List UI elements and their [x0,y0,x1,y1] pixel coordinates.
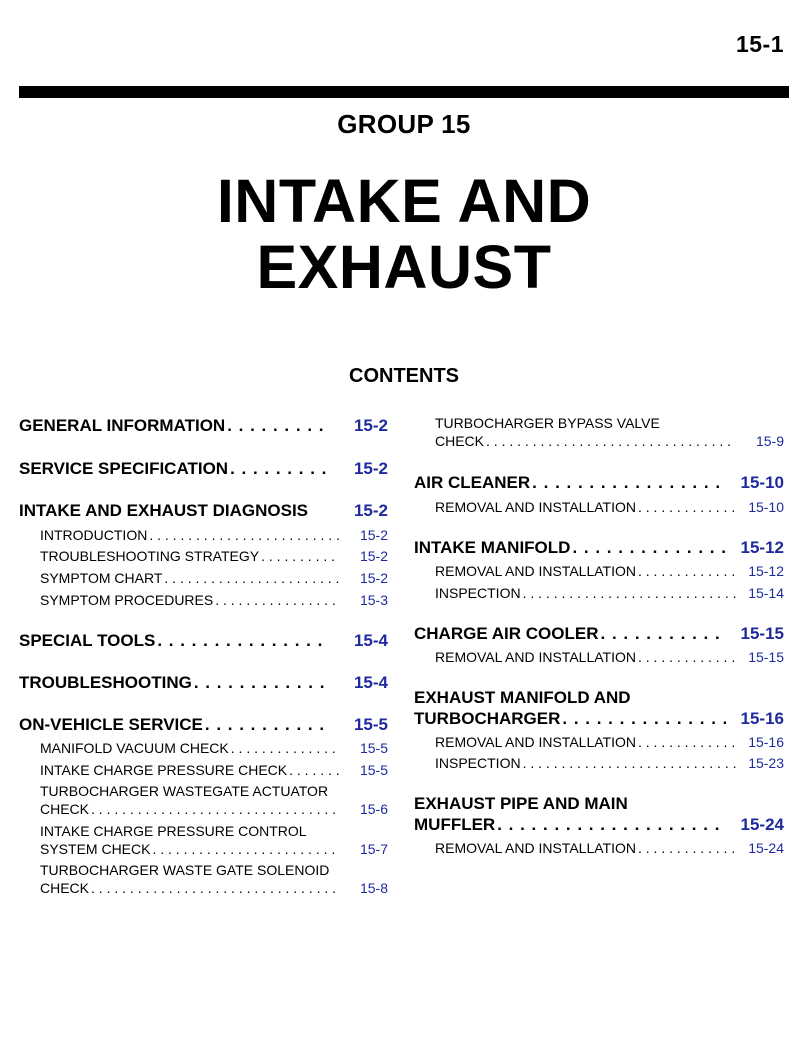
toc-leader [638,839,736,857]
toc-page-number: 15-15 [748,649,784,665]
toc-leader [205,714,330,735]
toc-leader [91,879,340,897]
toc-entry-intake-charge-pressure-check[interactable] [19,761,388,779]
group-label: GROUP 15 [337,109,471,139]
toc-entry-title: EXHAUST MANIFOLD AND [414,688,631,707]
toc-entry-title: AIR CLEANER [414,473,531,492]
toc-entry-title: CHARGE AIR COOLER [414,624,599,643]
toc-entry-intake-manifold[interactable] [414,537,784,558]
toc-entry-title: REMOVAL AND INSTALLATION [435,649,636,665]
toc-entry-title: SERVICE SPECIFICATION [19,459,229,478]
toc-page-number: 15-12 [740,538,784,557]
toc-page-number: 15-7 [359,841,388,857]
toc-entry-title: REMOVAL AND INSTALLATION [435,563,636,579]
toc-page-number: 15-24 [740,815,784,834]
toc-entry-air-cleaner[interactable] [414,472,784,493]
toc-leader [261,547,340,565]
toc-entry-service-specification[interactable] [19,458,388,479]
toc-entry-title: REMOVAL AND INSTALLATION [435,499,636,515]
toc-page-number: 15-15 [740,624,784,643]
title-line-1: INTAKE AND [216,167,592,235]
toc-entry-exhaust-pipe-removal[interactable] [414,839,784,857]
toc-entry-title: INTAKE AND EXHAUST DIAGNOSIS [19,501,309,520]
toc-entry-title: SYMPTOM CHART [40,570,163,586]
toc-entry-air-cleaner-removal[interactable] [414,498,784,516]
toc-page-number: 15-5 [359,740,388,756]
toc-entry-title: TURBOCHARGER WASTE GATE SOLENOID [40,862,330,878]
toc-entry-title-cont: MUFFLER [414,815,496,834]
toc-entry-title: MANIFOLD VACUUM CHECK [40,740,229,756]
toc-page-number: 15-5 [353,715,388,734]
toc-leader [230,458,330,479]
toc-entry-intake-exhaust-diagnosis[interactable] [19,500,388,521]
toc-leader [572,537,726,558]
toc-page-number: 15-3 [359,592,388,608]
toc-page-number: 15-6 [359,801,388,817]
toc-page-number: 15-2 [359,548,388,564]
toc-leader [215,591,340,609]
page-title [0,168,808,300]
toc-page-number: 15-2 [359,527,388,543]
toc-leader [152,840,340,858]
toc-leader [91,800,340,818]
toc-page-number: 15-4 [353,673,388,692]
toc-entry-exhaust-manifold-removal[interactable] [414,733,784,751]
toc-leader [157,630,330,651]
toc-page-number: 15-4 [353,631,388,650]
title-line-2: EXHAUST [256,233,552,301]
toc-leader [497,814,726,835]
toc-entry-title: INSPECTION [435,585,521,601]
toc-leader [638,648,736,666]
toc-leader [601,623,727,644]
toc-entry-intake-manifold-inspection[interactable] [414,584,784,602]
toc-entry-exhaust-manifold-inspection[interactable] [414,754,784,772]
toc-leader [164,569,340,587]
toc-entry-charge-air-cooler[interactable] [414,623,784,644]
toc-entry-introduction[interactable] [19,526,388,544]
toc-entry-title: REMOVAL AND INSTALLATION [435,734,636,750]
toc-entry-general-information[interactable] [19,415,388,436]
toc-entry-exhaust-pipe-muffler[interactable] [414,793,784,835]
contents-heading: CONTENTS [349,365,459,387]
toc-entry-title-cont: TURBOCHARGER [414,709,561,728]
toc-entry-title: INSPECTION [435,755,521,771]
page-number: 15-1 [735,31,784,57]
toc-entry-exhaust-manifold-turbocharger[interactable] [414,687,784,729]
toc-leader [289,761,340,779]
toc-entry-title: TURBOCHARGER BYPASS VALVE [435,415,660,431]
toc-page-number: 15-16 [740,709,784,728]
toc-entry-troubleshooting-strategy[interactable] [19,547,388,565]
toc-entry-title-cont: CHECK [40,880,90,896]
toc-entry-symptom-chart[interactable] [19,569,388,587]
toc-leader [638,562,736,580]
toc-page-number: 15-10 [740,473,784,492]
toc-leader [194,672,330,693]
toc-leader [227,415,330,436]
toc-entry-title: INTAKE MANIFOLD [414,538,571,557]
toc-leader [523,584,736,602]
toc-page-number: 15-2 [359,570,388,586]
toc-entry-title-cont: SYSTEM CHECK [40,841,151,857]
toc-entry-title: TROUBLESHOOTING [19,673,192,692]
toc-entry-title: SYMPTOM PROCEDURES [40,592,214,608]
toc-entry-waste-gate-solenoid-check[interactable] [19,861,388,897]
toc-page-number: 15-10 [748,499,784,515]
toc-entry-title: INTAKE CHARGE PRESSURE CONTROL [40,823,307,839]
toc-entry-manifold-vacuum-check[interactable] [19,739,388,757]
toc-entry-charge-pressure-control-check[interactable] [19,822,388,858]
toc-leader [638,733,736,751]
toc-page-number: 15-14 [748,585,784,601]
toc-entry-troubleshooting[interactable] [19,672,388,693]
toc-entry-title: TURBOCHARGER WASTEGATE ACTUATOR [40,783,329,799]
toc-page-number: 15-16 [748,734,784,750]
toc-page-number: 15-23 [748,755,784,771]
toc-page-number: 15-2 [353,501,388,520]
toc-entry-bypass-valve-check[interactable] [414,414,784,450]
toc-entry-on-vehicle-service[interactable] [19,714,388,735]
toc-entry-title: SPECIAL TOOLS [19,631,156,650]
toc-entry-title: INTAKE CHARGE PRESSURE CHECK [40,762,288,778]
toc-page-number: 15-2 [353,459,388,478]
toc-entry-title: GENERAL INFORMATION [19,416,226,435]
toc-leader [562,708,726,729]
toc-leader [532,472,726,493]
toc-entry-charge-air-cooler-removal[interactable] [414,648,784,666]
toc-entry-title: ON-VEHICLE SERVICE [19,715,203,734]
toc-leader [149,526,340,544]
header-rule [19,86,789,98]
toc-page-number: 15-2 [353,416,388,435]
toc-entry-special-tools[interactable] [19,630,388,651]
toc-page-number: 15-24 [748,840,784,856]
toc-leader [638,498,736,516]
toc-entry-title: TROUBLESHOOTING STRATEGY [40,548,260,564]
toc-entry-title: EXHAUST PIPE AND MAIN [414,794,628,813]
toc-entry-wastegate-actuator-check[interactable] [19,782,388,818]
toc-leader [523,754,736,772]
toc-page-number: 15-12 [748,563,784,579]
toc-entry-symptom-procedures[interactable] [19,591,388,609]
toc-page-number: 15-8 [359,880,388,896]
toc-entry-title-cont: CHECK [40,801,90,817]
toc-entry-title-cont: CHECK [435,433,485,449]
toc-entry-intake-manifold-removal[interactable] [414,562,784,580]
toc-entry-title: INTRODUCTION [40,527,148,543]
toc-leader [486,432,736,450]
toc-page-number: 15-9 [755,433,784,449]
toc-leader [231,739,340,757]
toc-entry-title: REMOVAL AND INSTALLATION [435,840,636,856]
toc-page-number: 15-5 [359,762,388,778]
